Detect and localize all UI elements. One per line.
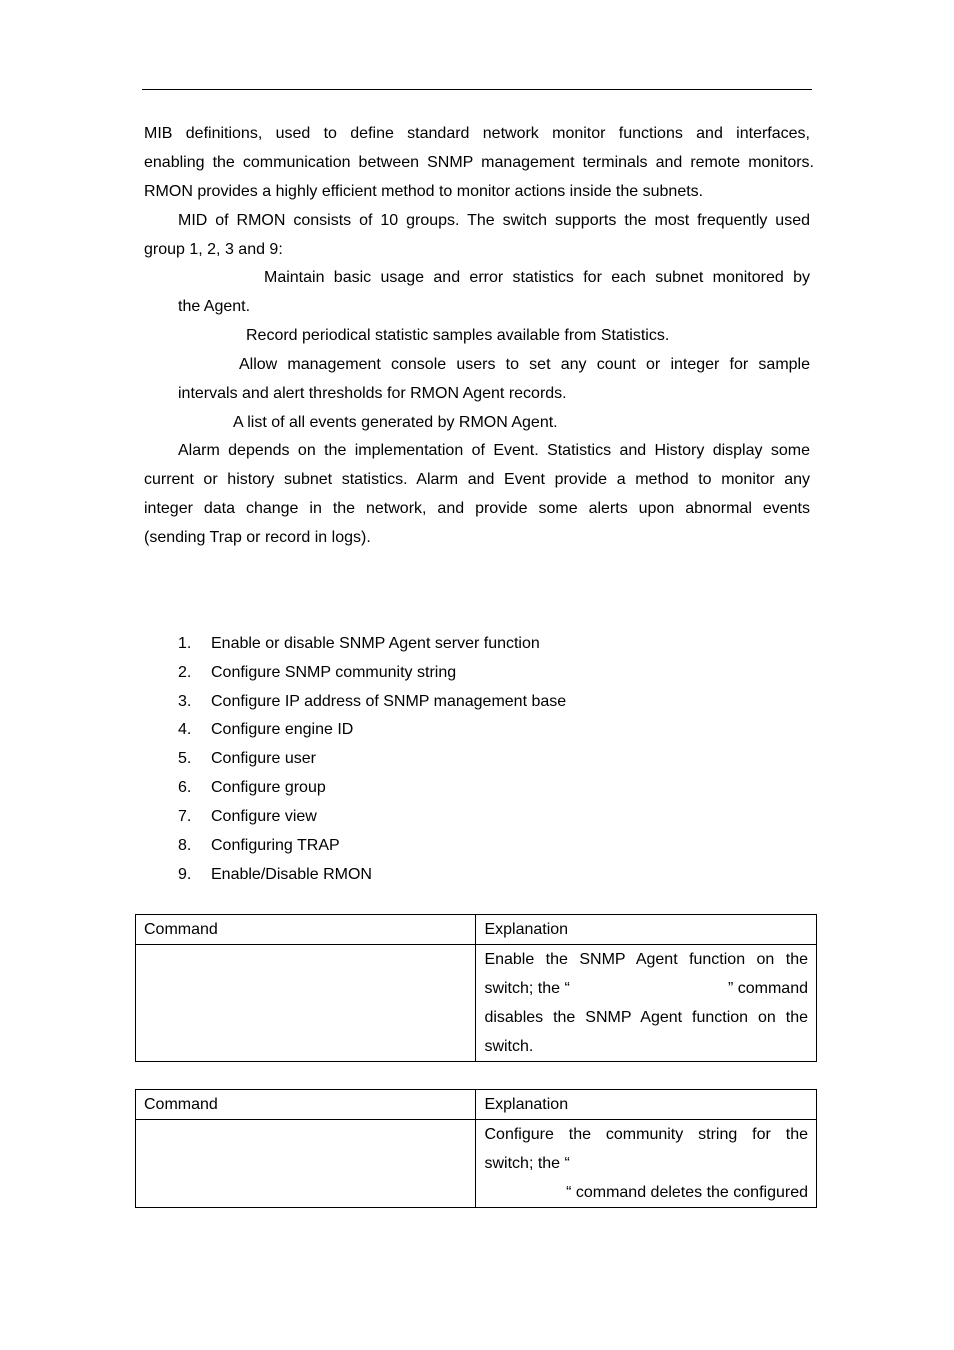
explanation-line: “ command deletes the configured (566, 1184, 808, 1201)
alarm-line-1: Alarm depends on the implementation of Event. Statistics and History display some (178, 442, 810, 459)
alarm-line-3: integer data change in the network, and provide some alerts upon abnormal events (144, 500, 810, 517)
group-history: Record periodical statistic samples available from Statistics. (246, 327, 670, 344)
table-header-command: Command (136, 915, 476, 945)
step-number: 2. (178, 664, 192, 681)
step-number: 4. (178, 721, 192, 738)
group-alarm-line-2: intervals and alert thresholds for RMON Agent records. (178, 385, 567, 402)
explanation-line (484, 974, 808, 1003)
group-statistics-line-1: Maintain basic usage and error statistics for each subnet monitored by (264, 269, 810, 286)
step-text: Configure group (211, 779, 326, 796)
command-table-snmp-agent (135, 914, 817, 1062)
step-number: 3. (178, 693, 192, 710)
table-header-explanation: Explanation (476, 915, 817, 945)
explanation-line: Enable the SNMP Agent function on the (484, 951, 808, 968)
intro-line-5: group 1, 2, 3 and 9: (144, 241, 283, 258)
table-cell-explanation (476, 1120, 817, 1208)
explanation-line: switch. (484, 1038, 534, 1055)
explanation-fragment: ” command (727, 980, 808, 997)
step-text: Configuring TRAP (211, 837, 340, 854)
explanation-fragment: switch; the “ (484, 980, 570, 997)
step-number: 7. (178, 808, 192, 825)
alarm-line-4: (sending Trap or record in logs). (144, 529, 371, 546)
step-text: Enable or disable SNMP Agent server function (211, 635, 540, 652)
table-header-command: Command (136, 1090, 476, 1120)
step-text: Configure engine ID (211, 721, 354, 738)
intro-line-1: MIB definitions, used to define standard network monitor functions and interfaces, (144, 125, 810, 142)
step-number: 1. (178, 635, 192, 652)
explanation-line: disables the SNMP Agent function on the (484, 1009, 808, 1026)
group-event: A list of all events generated by RMON Agent. (233, 414, 558, 431)
alarm-line-2: current or history subnet statistics. Alarm and Event provide a method to monitor any (144, 471, 810, 488)
step-number: 5. (178, 750, 192, 767)
group-statistics-line-2: the Agent. (178, 298, 251, 315)
intro-line-3: RMON provides a highly efficient method to monitor actions inside the subnets. (144, 183, 704, 200)
group-alarm-line-1: Allow management console users to set any count or integer for sample (239, 356, 810, 373)
step-text: Configure user (211, 750, 316, 767)
command-table-community (135, 1089, 817, 1208)
explanation-line: Configure the community string for the (484, 1126, 808, 1143)
table-cell-command (136, 1120, 476, 1208)
table-cell-command (136, 945, 476, 1062)
table-cell-explanation (476, 945, 817, 1062)
step-number: 9. (178, 866, 192, 883)
step-text: Enable/Disable RMON (211, 866, 372, 883)
step-number: 6. (178, 779, 192, 796)
step-text: Configure IP address of SNMP management base (211, 693, 567, 710)
explanation-line: switch; the “ (484, 1155, 570, 1172)
table-header-explanation: Explanation (476, 1090, 817, 1120)
intro-line-4: MID of RMON consists of 10 groups. The switch supports the most frequently used (178, 212, 810, 229)
step-text: Configure SNMP community string (211, 664, 457, 681)
intro-line-2: enabling the communication between SNMP management terminals and remote monitors. (144, 154, 814, 171)
step-number: 8. (178, 837, 192, 854)
header-rule (142, 89, 812, 90)
step-text: Configure view (211, 808, 317, 825)
